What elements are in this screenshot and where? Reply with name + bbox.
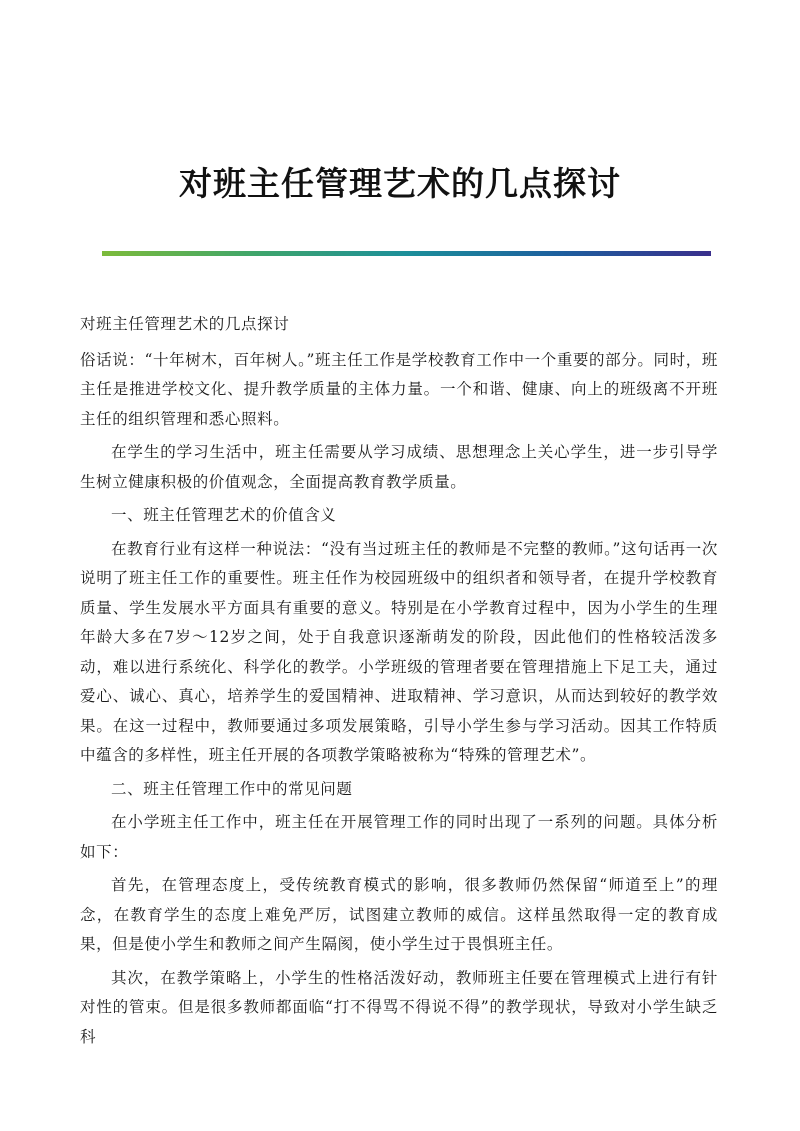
section-heading: 二、班主任管理工作中的常见问题 <box>111 779 353 798</box>
document-body <box>80 310 718 1052</box>
paragraph: 在教育行业有这样一种说法：“没有当过班主任的教师是不完整的教师。”这句话再一次说明了班主任工作的重要性。班主任作为校园班级中的组织者和领导者，在提升学校教育质量、学生发展水平方面具有重要的意义。特别是在小学教育过程中，因为小学生的生理年龄大多在7岁～12岁之间，处于自我意识逐渐萌发的阶段，因此他们的性格较活泼多动，难以进行系统化、科学化的教学。小学班级的管理者要在管理措施上下足工夫，通过爱心、诚心、真心，培养学生的爱国精神、进取精神、学习意识，从而达到较好的教学效果。在这一过程中，教师要通过多项发展策略，引导小学生参与学习活动。因其工作特质中蕴含的多样性，班主任开展的各项教学策略被称为“特殊的管理艺术”。 <box>80 539 718 764</box>
paragraph: 在学生的学习生活中，班主任需要从学习成绩、思想理念上关心学生，进一步引导学生树立健康积极的价值观念，全面提高教育教学质量。 <box>80 443 718 491</box>
document-title: 对班主任管理艺术的几点探讨 <box>179 164 621 203</box>
section-heading: 一、班主任管理艺术的价值含义 <box>111 506 337 524</box>
paragraph: 在小学班主任工作中，班主任在开展管理工作的同时出现了一系列的问题。具体分析如下： <box>80 813 718 861</box>
paragraph: 俗话说：“十年树木，百年树人。”班主任工作是学校教育工作中一个重要的部分。同时，班主任是推进学校文化、提升教学质量的主体力量。一个和谐、健康、向上的班级离不开班主任的组织管理和悉心照料。 <box>80 350 718 428</box>
document-subtitle: 对班主任管理艺术的几点探讨 <box>80 315 290 333</box>
paragraph: 其次，在教学策略上，小学生的性格活泼好动，教师班主任要在管理模式上进行有针对性的管束。但是很多教师都面临“打不得骂不得说不得”的教学现状，导致对小学生缺乏科 <box>80 968 718 1046</box>
paragraph: 首先，在管理态度上，受传统教育模式的影响，很多教师仍然保留“师道至上”的理念，在教育学生的态度上难免严厉，试图建立教师的威信。这样虽然取得一定的教育成果，但是使小学生和教师之间产生隔阂，使小学生过于畏惧班主任。 <box>80 876 718 953</box>
title-divider <box>102 251 711 256</box>
